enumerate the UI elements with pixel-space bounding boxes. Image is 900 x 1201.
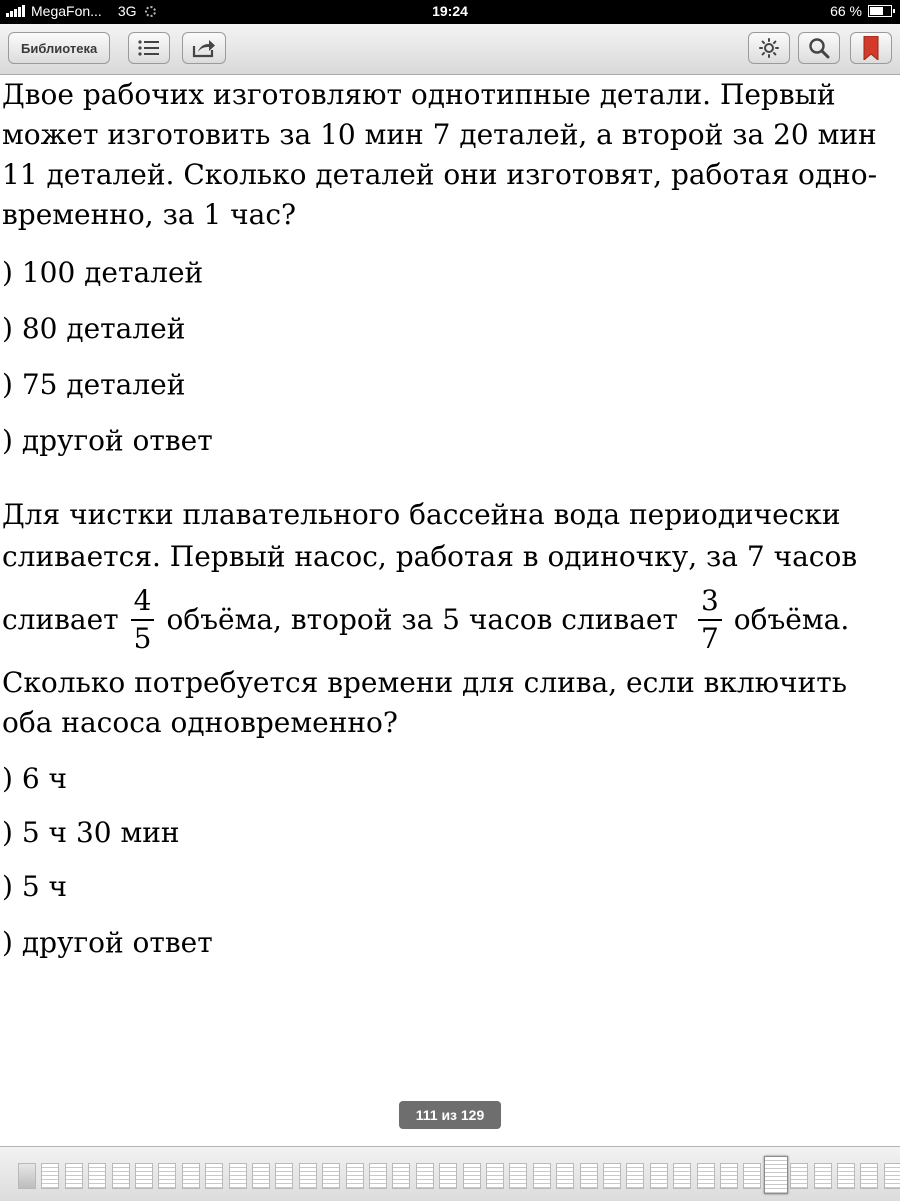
page-thumbnail[interactable] — [88, 1163, 106, 1189]
fraction-four-fifths — [131, 584, 155, 655]
page-thumbnail[interactable] — [860, 1163, 878, 1189]
page-thumbnail[interactable] — [743, 1163, 761, 1189]
page-thumbnail[interactable] — [346, 1163, 364, 1189]
page-number-indicator: 111 из 129 — [399, 1101, 501, 1129]
page-thumbnail[interactable] — [650, 1163, 668, 1189]
page-thumbnail[interactable] — [135, 1163, 153, 1189]
fraction-three-sevenths — [698, 584, 722, 655]
problem2-line: Для чистки плавательного бассейна вода периодически — [2, 498, 841, 531]
page-thumbnail[interactable] — [837, 1163, 855, 1189]
problem2-text: объёма, второй за 5 часов сливает — [166, 603, 678, 636]
page-thumbnail[interactable] — [65, 1163, 83, 1189]
share-button[interactable] — [182, 32, 226, 64]
problem1-line: может изготовить за 10 мин 7 деталей, а второй за 20 мин — [2, 118, 877, 151]
battery-percent: 66 % — [830, 3, 862, 19]
problem2-text: объёма. — [733, 603, 850, 636]
fraction-numerator: 3 — [698, 587, 722, 621]
problem1-option: ) 80 деталей — [2, 312, 186, 345]
page-thumbnail[interactable] — [205, 1163, 223, 1189]
page-thumbnail-scrubber[interactable] — [0, 1146, 900, 1201]
page-thumbnail[interactable] — [275, 1163, 293, 1189]
page-thumbnail[interactable] — [252, 1163, 270, 1189]
problem2-fraction-line — [2, 580, 849, 660]
page-thumbnail[interactable] — [392, 1163, 410, 1189]
problem2-line: оба насоса одновременно? — [2, 706, 398, 739]
current-page-thumbnail[interactable] — [764, 1156, 788, 1194]
page-thumbnail[interactable] — [322, 1163, 340, 1189]
page-thumbnail[interactable] — [112, 1163, 130, 1189]
battery-icon — [868, 5, 892, 17]
page-thumbnail[interactable] — [697, 1163, 715, 1189]
reader-toolbar — [0, 24, 900, 75]
page-thumbnail[interactable] — [790, 1163, 808, 1189]
page-thumbnail[interactable] — [626, 1163, 644, 1189]
problem2-option: ) другой ответ — [2, 926, 213, 959]
share-icon — [192, 38, 216, 58]
problem1-option: ) 100 деталей — [2, 256, 204, 289]
page-thumbnail[interactable] — [603, 1163, 621, 1189]
bookmark-button[interactable] — [850, 32, 892, 64]
problem2-text: сливает — [2, 603, 119, 636]
page-thumbnail[interactable] — [509, 1163, 527, 1189]
page-thumbnail[interactable] — [299, 1163, 317, 1189]
page-thumbnail[interactable] — [41, 1163, 59, 1189]
problem2-line: сливается. Первый насос, работая в одиночку, за 7 часов — [2, 540, 858, 573]
page-thumbnail[interactable] — [720, 1163, 738, 1189]
page-thumbnail[interactable] — [182, 1163, 200, 1189]
library-button[interactable]: Библиотека — [8, 32, 110, 64]
page-thumbnail[interactable] — [369, 1163, 387, 1189]
search-button[interactable] — [798, 32, 840, 64]
page-thumbnail[interactable] — [439, 1163, 457, 1189]
fraction-numerator: 4 — [131, 587, 155, 621]
problem1-line: Двое рабочих изготовляют однотипные детали. Первый — [2, 78, 836, 111]
fraction-denominator: 5 — [133, 622, 152, 655]
brightness-button[interactable] — [748, 32, 790, 64]
problem1-line: временно, за 1 час? — [2, 198, 297, 231]
page-thumbnail[interactable] — [884, 1163, 900, 1189]
fraction-denominator: 7 — [700, 622, 719, 655]
page-thumbnail[interactable] — [533, 1163, 551, 1189]
problem1-option: ) 75 деталей — [2, 368, 186, 401]
page-thumbnail[interactable] — [158, 1163, 176, 1189]
problem1-option: ) другой ответ — [2, 424, 213, 457]
problem2-option: ) 5 ч 30 мин — [2, 816, 180, 849]
problem2-option: ) 6 ч — [2, 762, 68, 795]
page-thumbnail[interactable] — [229, 1163, 247, 1189]
problem2-option: ) 5 ч — [2, 870, 68, 903]
page-thumbnail[interactable] — [814, 1163, 832, 1189]
brightness-icon — [759, 38, 779, 58]
list-icon — [138, 40, 160, 56]
problem2-line: Сколько потребуется времени для слива, если включить — [2, 666, 847, 699]
page-thumbnail[interactable] — [486, 1163, 504, 1189]
status-time: 19:24 — [432, 3, 468, 19]
page-thumbnail[interactable] — [580, 1163, 598, 1189]
page-thumbnail[interactable] — [18, 1163, 36, 1189]
status-bar — [0, 0, 900, 24]
page-thumbnail[interactable] — [673, 1163, 691, 1189]
carrier-name: MegaFon... — [31, 3, 102, 19]
page-thumbnail[interactable] — [416, 1163, 434, 1189]
bookmark-icon — [863, 36, 879, 60]
page-thumbnail[interactable] — [556, 1163, 574, 1189]
page-thumbnail[interactable] — [463, 1163, 481, 1189]
table-of-contents-button[interactable] — [128, 32, 170, 64]
search-icon — [808, 37, 830, 59]
problem1-line: 11 деталей. Сколько деталей они изготовят, работая одно- — [2, 158, 878, 191]
network-type: 3G — [117, 3, 137, 19]
